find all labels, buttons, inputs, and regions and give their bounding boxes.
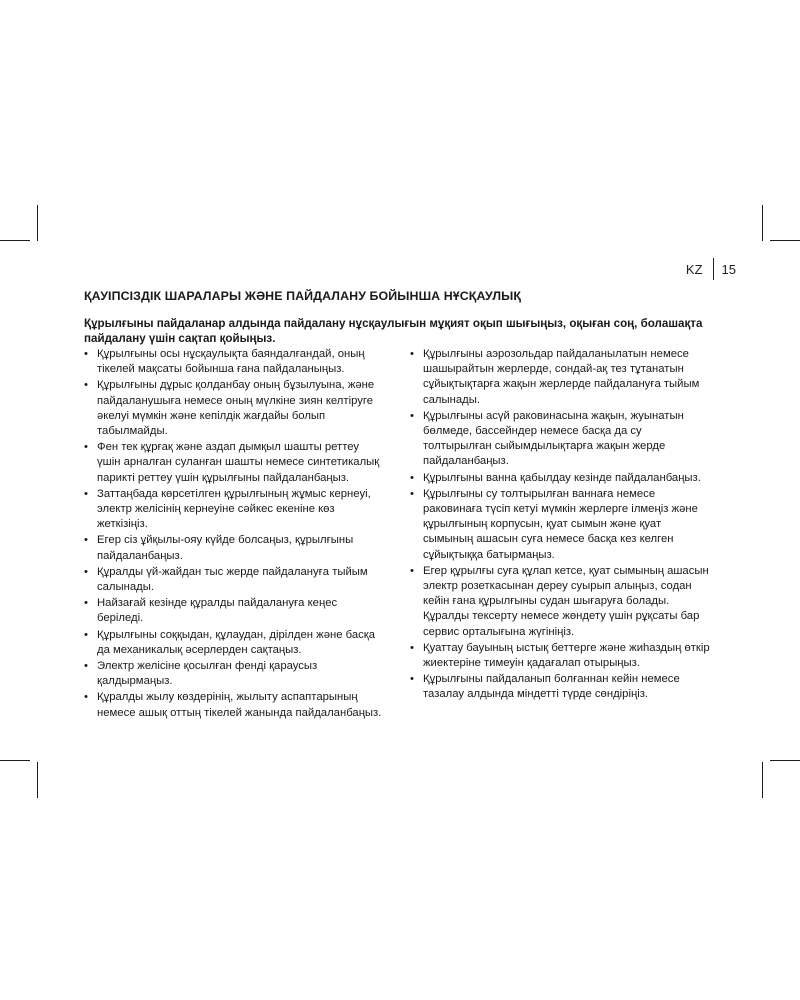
list-item: • Құрылғыны осы нұсқаулықта баяндалғандай, оның тікелей мақсаты бойынша ғана пайдаланыңыз.	[84, 347, 384, 377]
list-item: • Құрылғыны дұрыс қолданбау оның бұзылуына, және пайдаланушыға немесе оның мүлкіне зиян келтіруге әкелуі мүмкін және кепілдік жағдайы болып табылмайды.	[84, 378, 384, 439]
section-title: ҚАУІПСІЗДІК ШАРАЛАРЫ ЖӘНЕ ПАЙДАЛАНУ БОЙЫНША НҰСҚАУЛЫҚ	[84, 289, 522, 303]
list-item: • Құрылғыны ванна қабылдау кезінде пайдаланбаңыз.	[410, 471, 710, 486]
list-item: • Құралды үй-жайдан тыс жерде пайдалануға тыйым салынады.	[84, 565, 384, 595]
crop-mark	[770, 240, 800, 241]
page-header	[686, 258, 736, 280]
crop-mark	[770, 760, 800, 761]
list-item: • Заттаңбада көрсетілген құрылғының жұмыс кернеуі, электр желісінің кернеуіне сәйкес екеніне көз жеткізіңіз.	[84, 487, 384, 533]
list-item: • Егер сіз ұйқылы-ояу күйде болсаңыз, құрылғыны пайдаланбаңыз.	[84, 533, 384, 563]
list-item: • Электр желісіне қосылған фенді қараусыз қалдырмаңыз.	[84, 659, 384, 689]
crop-mark	[37, 205, 38, 241]
crop-mark	[37, 762, 38, 798]
crop-mark	[762, 762, 763, 798]
crop-mark	[0, 760, 30, 761]
page-number: 15	[721, 261, 736, 277]
language-code: KZ	[685, 261, 703, 277]
list-item: • Найзағай кезінде құралды пайдалануға кеңес беріледі.	[84, 596, 384, 626]
list-item: • Құралды жылу көздерінің, жылыту аспаптарының немесе ашық оттың тікелей жанында пайдаланбаңыз.	[84, 690, 384, 720]
list-item: • Фен тек құрғақ және аздап дымқыл шашты реттеу үшін арналған суланған шашты немесе синтетикалық парикті реттеу үшін құрылғыны пайдаланбаңыз.	[84, 440, 384, 486]
safety-list-right	[410, 347, 710, 704]
safety-list-left	[84, 347, 384, 722]
list-item: • Құрылғыны су толтырылған ваннаға немесе раковинаға түсіп кетуі мүмкін жерлерге ілмеңіз және құрылғының корпусын, қуат сымын және қуат сымының ашасын суға немесе басқа кез келген сұйықтыққа батырмаңыз.	[410, 487, 710, 563]
list-item: • Құрылғыны асүй раковинасына жақын, жуынатын бөлмеде, бассейндер немесе басқа да су толтырылған сыйымдылықтарға жақын жерде пайдаланбаңыз.	[410, 409, 710, 470]
list-item: • Егер құрылғы суға құлап кетсе, қуат сымының ашасын электр розеткасынан дереу суырып алыңыз, содан кейін ғана құрылғыны судан шығаруға болады. Құралды тексерту немесе жөндету үшін рұқсаты бар сервис орталығына жүгініңіз.	[410, 564, 710, 640]
list-item: • Қуаттау бауының ыстық беттерге және жиһаздың өткір жиектеріне тимеуін қадағалап отырыңыз.	[410, 641, 710, 671]
intro-text: Құрылғыны пайдаланар алдында пайдалану нұсқаулығын мұқият оқып шығыңыз, оқыған соң, болашақта пайдалану үшін сақтап қойыңыз.	[84, 317, 703, 345]
list-item: • Құрылғыны соққыдан, құлаудан, дірілден және басқа да механикалық әсерлерден сақтаңыз.	[84, 628, 384, 658]
list-item: • Құрылғыны пайдаланып болғаннан кейін немесе тазалау алдында міндетті түрде сөндіріңіз.	[410, 672, 710, 702]
list-item: • Құрылғыны аэрозольдар пайдаланылатын немесе шашырайтын жерлерде, сондай-ақ тез тұтанатын сұйықтықтарға жақын жерлерде пайдалануға тыйым салынады.	[410, 347, 710, 408]
crop-mark	[762, 205, 763, 241]
crop-mark	[0, 240, 30, 241]
